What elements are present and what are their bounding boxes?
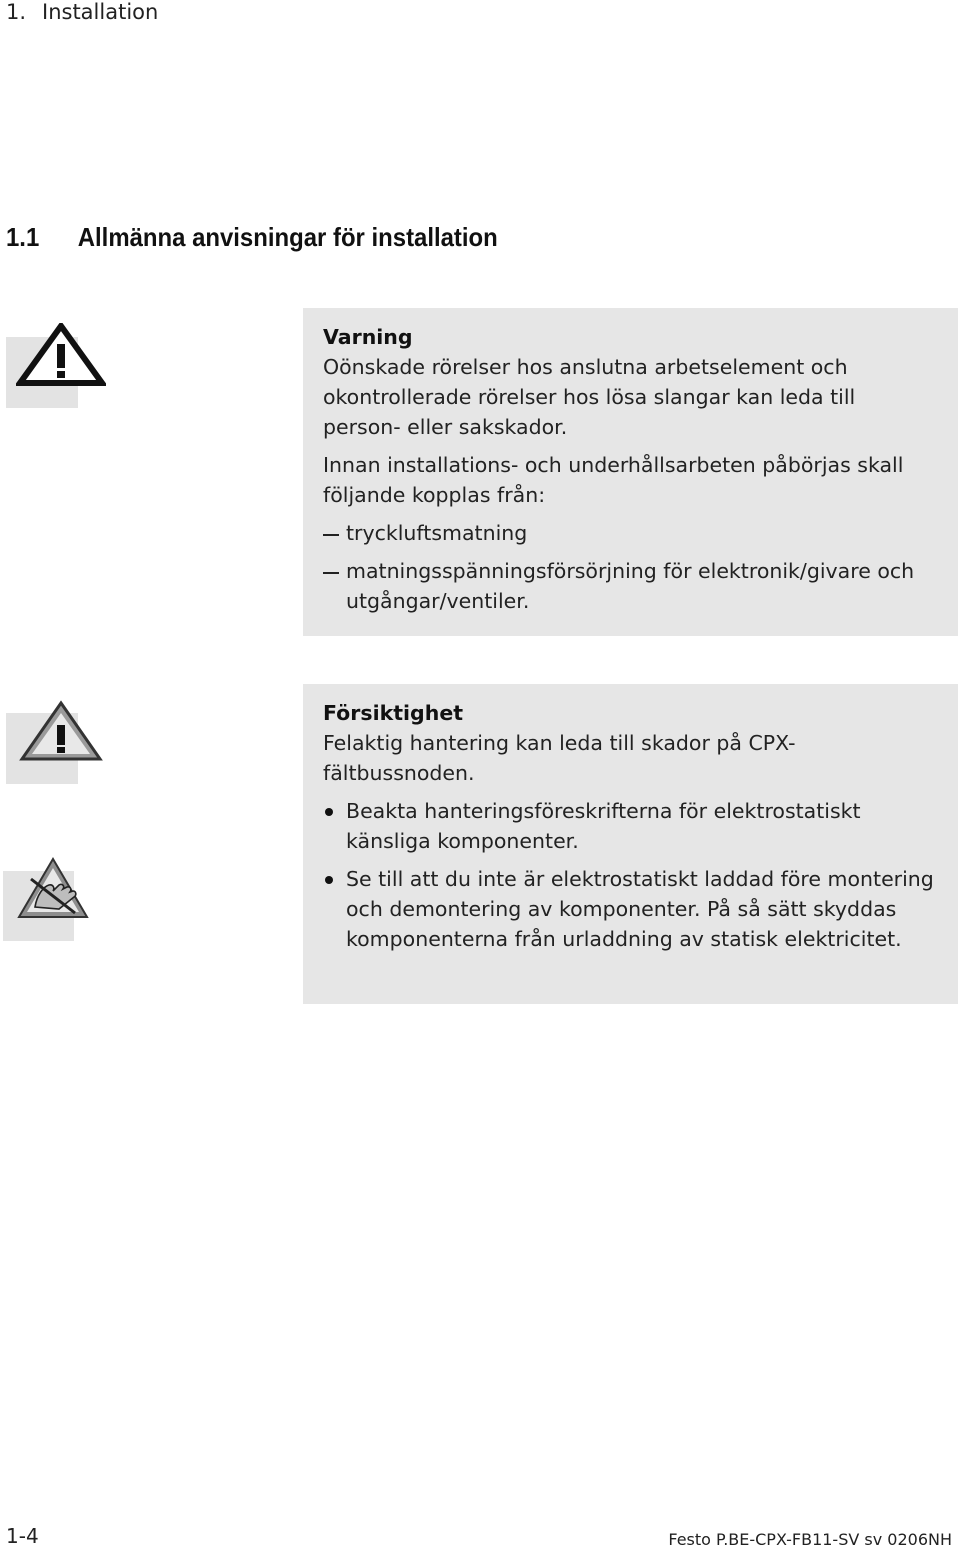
section-title xyxy=(6,222,498,253)
warning-triangle-icon xyxy=(16,323,106,393)
list-item xyxy=(323,556,938,616)
caution-list xyxy=(323,796,938,954)
list-item-text: matningsspänningsförsörjning för elektronik/givare och utgångar/ventiler. xyxy=(346,559,915,613)
list-item-text: Beakta hanteringsföreskrifterna för elektrostatiskt känsliga komponenter. xyxy=(346,799,861,853)
page-number: 1-4 xyxy=(6,1524,39,1548)
caution-triangle-icon xyxy=(16,699,106,769)
warning-heading: Varning xyxy=(323,325,413,349)
esd-hand-icon xyxy=(15,855,95,925)
list-item-text: tryckluftsmatning xyxy=(346,521,528,545)
list-item-text: Se till att du inte är elektrostatiskt laddad före montering och demontering av komponenter. På så sätt skyddas komponenterna från urladdning av statisk elektricitet. xyxy=(346,867,934,951)
warning-instruction: Innan installations- och underhållsarbeten påbörjas skall följande kopplas från: xyxy=(323,453,904,507)
warning-intro: Oönskade rörelser hos anslutna arbetselement och okontrollerade rörelser hos lösa slangar kan leda till person- eller sakskador. xyxy=(323,355,856,439)
chapter-title: Installation xyxy=(42,0,159,24)
caution-notice xyxy=(303,684,958,1004)
caution-heading: Försiktighet xyxy=(323,701,464,725)
caution-intro: Felaktig hantering kan leda till skador på CPX-fältbussnoden. xyxy=(323,731,796,785)
document-reference: Festo P.BE-CPX-FB11-SV sv 0206NH xyxy=(668,1530,952,1549)
caution-icon-box xyxy=(6,713,78,784)
warning-icon-box xyxy=(6,337,78,408)
dash-marker xyxy=(323,572,339,574)
chapter-number: 1. xyxy=(6,0,27,24)
section-title-text: Allmänna anvisningar för installation xyxy=(77,222,498,252)
bullet-marker xyxy=(325,876,333,884)
list-item xyxy=(323,518,938,548)
list-item xyxy=(323,796,938,856)
esd-icon-box xyxy=(3,871,74,941)
warning-list xyxy=(323,518,938,616)
section-number: 1.1 xyxy=(6,222,40,252)
list-item xyxy=(323,864,938,954)
warning-notice xyxy=(303,308,958,636)
running-header xyxy=(6,0,158,24)
dash-marker xyxy=(323,534,339,536)
bullet-marker xyxy=(325,808,333,816)
